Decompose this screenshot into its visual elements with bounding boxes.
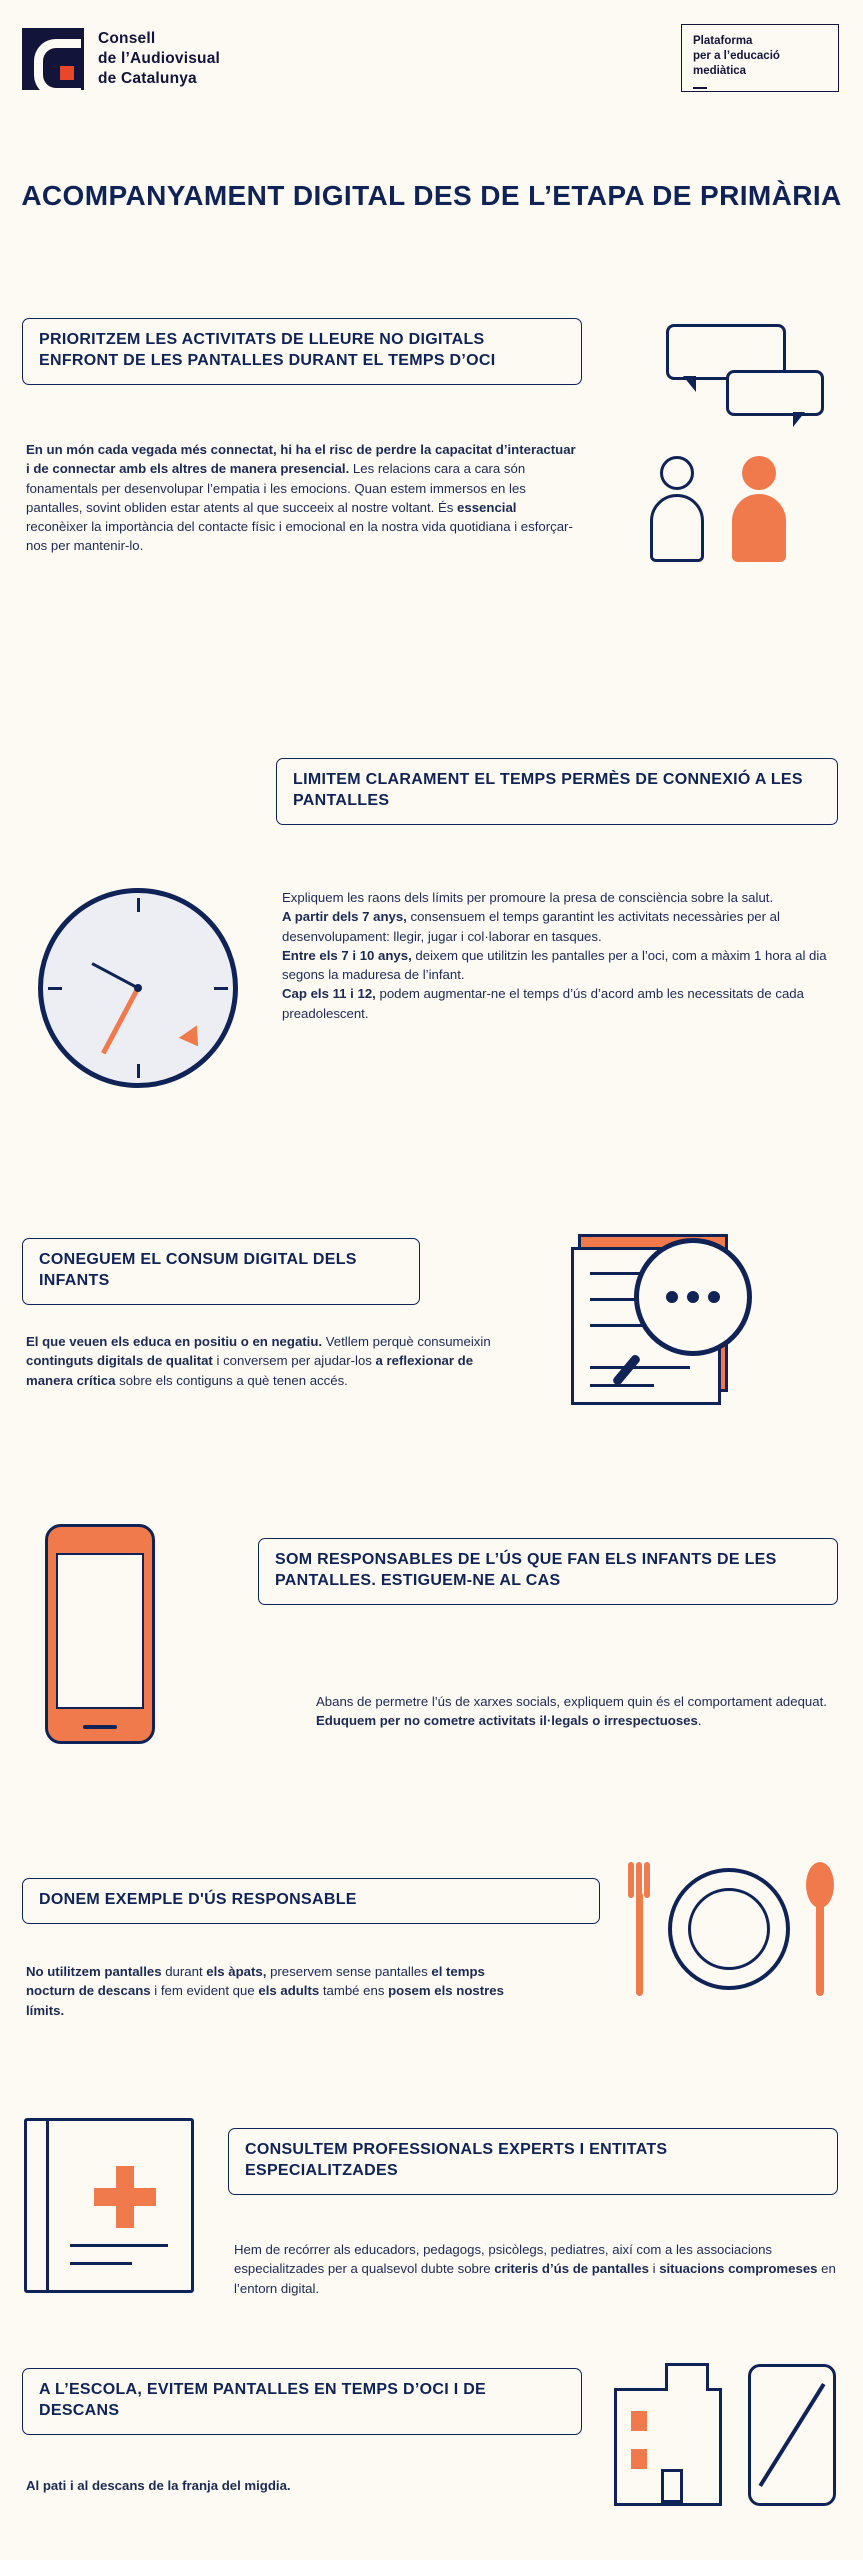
- section-3-heading-box: [22, 1238, 420, 1305]
- org-line-1: Consell: [98, 29, 156, 47]
- platform-badge: [681, 24, 839, 92]
- fork-icon: [628, 1862, 650, 1996]
- section-6-body: Hem de recórrer als educadors, pedagogs, psicòlegs, pediatres, així com a les associacions especialitzades per a qualsevol dubte sobre criteris d’ús de pantalles i situacions compromeses en l’entorn digital.: [234, 2242, 836, 2296]
- section-2-body: Expliquem les raons dels límits per promoure la presa de consciència sobre la salut. A partir dels 7 anys, consensuem el temps garantint les activitats necessàries per al desenvolupament: llegir, jugar i col·laborar en tasques. Entre els 7 i 10 anys, deixem que utilitzin les pantalles per a l’oci, com a màxim 1 hora al dia segons la maduresa de l’infant. Cap els 11 i 12, podem augmentar-ne el temps d’ús d’acord amb les necessitats de cada preadolescent.: [282, 890, 827, 1021]
- section-5-heading: DONEM EXEMPLE D'ÚS RESPONSABLE: [39, 1891, 357, 1908]
- section-7-body: Al pati i al descans de la franja del migdia.: [26, 2478, 291, 2493]
- section-6-heading-box: [228, 2128, 838, 2195]
- magnifier-document-icon: [560, 1228, 810, 1398]
- platform-line-1: Plataforma: [693, 35, 753, 47]
- organization-logo: [22, 28, 220, 90]
- section-4-body: Abans de permetre l’ús de xarxes socials, expliquem quin és el comportament adequat. Eduquem per no cometre activitats il·legals o irrespectuoses.: [316, 1694, 827, 1729]
- section-5-body: No utilitzem pantalles durant els àpats, preservem sense pantalles el temps nocturn de descans i fem evident que els adults també ens posem els nostres límits.: [26, 1964, 504, 2018]
- section-6-heading: CONSULTEM PROFESSIONALS EXPERTS I ENTITATS ESPECIALITZADES: [245, 2141, 668, 2179]
- plate-icon: [668, 1868, 790, 1990]
- section-1-heading-box: [22, 318, 582, 385]
- speech-bubble-small-icon: [726, 370, 824, 416]
- section-3-body: El que veuen els educa en positiu o en negatiu. Vetllem perquè consumeixin continguts digitals de qualitat i conversem per ajudar-los a reflexionar de manera crítica sobre els contiguns a què tenen accés.: [26, 1334, 491, 1388]
- speech-bubbles-people-icon: [648, 318, 838, 568]
- org-line-3: de Catalunya: [98, 70, 197, 88]
- section-1-heading: PRIORITZEM LES ACTIVITATS DE LLEURE NO DIGITALS ENFRONT DE LES PANTALLES DURANT EL TEMPS D’OCI: [39, 331, 496, 369]
- section-2-heading-box: [276, 758, 838, 825]
- person-filled-icon: [742, 456, 786, 562]
- person-outline-icon: [660, 456, 704, 562]
- org-line-2: de l’Audiovisual: [98, 49, 221, 67]
- school-building-icon: [614, 2388, 722, 2506]
- section-7-heading-box: [22, 2368, 582, 2435]
- medical-cross-icon: [94, 2166, 156, 2228]
- spoon-icon: [806, 1862, 834, 1996]
- section-1-body: En un món cada vegada més connectat, hi ha el risc de perdre la capacitat d’interactuar i de connectar amb els altres de manera presencial. Les relacions cara a cara són fonamentals per desenvolupar l’empatia i les emocions. Quan estem immersos en les pantalles, sovint obliden estar atents al que succeeix al nostre voltant. És essencial reconèixer la importància del contacte físic i emocional en la nostra vida quotidiana i esforçar-nos per mantenir-lo.: [26, 442, 576, 554]
- section-4-heading: SOM RESPONSABLES DE L’ÚS QUE FAN ELS INFANTS DE LES PANTALLES. ESTIGUEM-NE AL CAS: [275, 1551, 777, 1589]
- clock-icon: [38, 888, 238, 1088]
- organization-name: [98, 29, 220, 89]
- plate-cutlery-icon: [612, 1856, 842, 2016]
- section-3-heading: CONEGUEM EL CONSUM DIGITAL DELS INFANTS: [39, 1251, 357, 1289]
- smartphone-icon: [45, 1524, 155, 1744]
- section-2-heading: LIMITEM CLARAMENT EL TEMPS PERMÈS DE CONNEXIÓ A LES PANTALLES: [293, 771, 803, 809]
- platform-line-3: mediàtica: [693, 65, 747, 78]
- platform-divider: [693, 87, 707, 89]
- header: [0, 22, 863, 122]
- section-5-heading-box: [22, 1878, 600, 1924]
- page-title: ACOMPANYAMENT DIGITAL DES DE L’ETAPA DE PRIMÀRIA: [21, 180, 842, 211]
- platform-line-2: per a l’educació: [693, 50, 780, 63]
- school-no-phone-icon: [610, 2358, 842, 2510]
- section-7-heading: A L’ESCOLA, EVITEM PANTALLES EN TEMPS D’OCI I DE DESCANS: [39, 2381, 487, 2419]
- section-4-heading-box: [258, 1538, 838, 1605]
- medical-book-icon: [24, 2118, 194, 2293]
- cac-logo-icon: [22, 28, 84, 90]
- phone-prohibited-icon: [748, 2364, 836, 2506]
- magnifier-lens-icon: [634, 1238, 752, 1356]
